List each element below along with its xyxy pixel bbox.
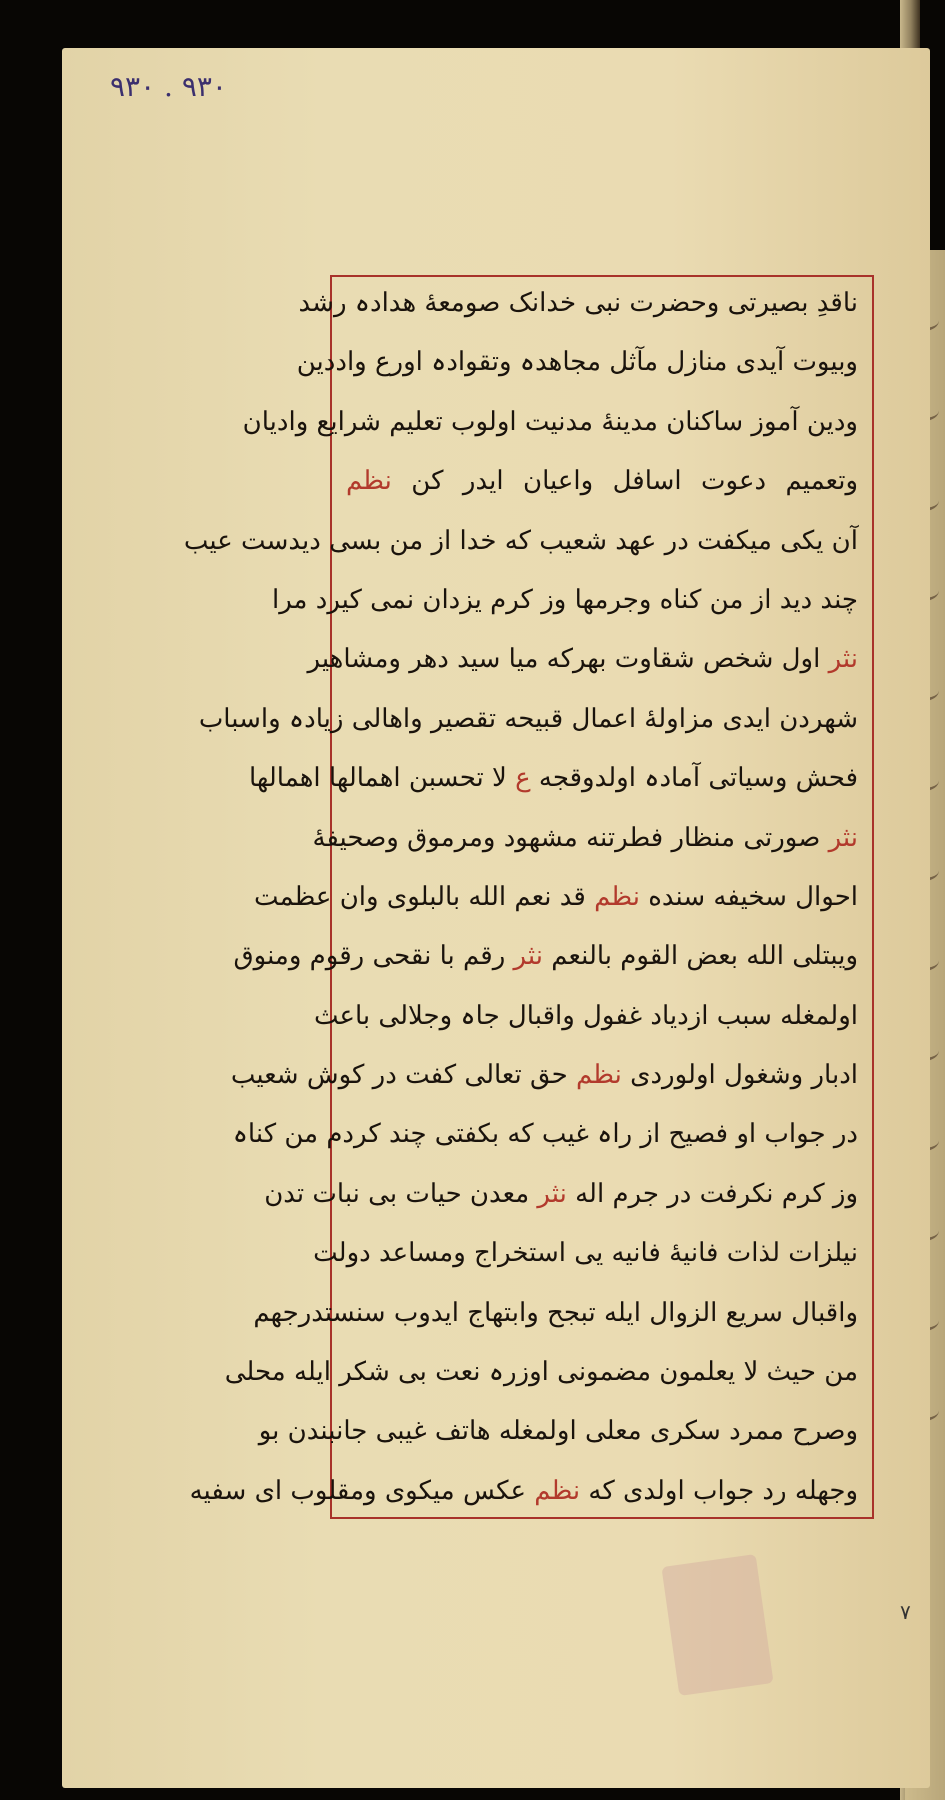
text-segment: اول شخص شقاوت بهرکه میا سید دهر ومشاهیر	[307, 644, 829, 675]
rubric-word: نثر	[513, 941, 543, 972]
rubric-word: نثر	[828, 644, 858, 675]
text-segment: در جواب او فصیح از راہ غیب که بکفتی چند کردم من کناہ	[232, 1119, 858, 1150]
text-segment: واقبال سریع الزوال ایله تبجح وابتهاج ایدوب سنستدرجهم	[253, 1297, 858, 1328]
folio-number: ٩٣٠ . ٩٣٠	[110, 70, 227, 103]
text-line	[313, 1233, 858, 1273]
margin-mark: ٧	[900, 1600, 911, 1624]
text-line	[258, 1411, 858, 1451]
text-segment: نیلزات لذات فانیۀ فانیه یی استخراج ومساعد دولت	[313, 1238, 858, 1269]
rubric-word: ع	[515, 763, 531, 794]
text-line	[183, 521, 858, 561]
text-segment: وز کرم نکرفت در جرم اله	[566, 1178, 858, 1209]
text-line	[298, 283, 858, 323]
rubric-word: نظم	[575, 1060, 622, 1091]
text-segment: ادبار وشغول اولوردی	[621, 1060, 858, 1091]
rubric-word: نثر	[537, 1178, 567, 1209]
text-segment: اولمغله سبب ازدیاد غفول واقبال جاہ وجلالی باعث	[313, 1000, 858, 1031]
text-block	[183, 283, 858, 1511]
text-line	[242, 402, 858, 442]
text-segment: حق تعالی کفت در کوش شعیب	[230, 1060, 576, 1091]
text-line	[230, 1055, 858, 1095]
text-line	[198, 699, 858, 739]
text-segment: شهردن ایدی مزاولۀ اعمال قبیحه تقصیر واهالی زیادہ واسباب	[198, 703, 858, 734]
text-line	[271, 580, 858, 620]
text-segment: عکس میکوی ومقلوب ای سفیه	[189, 1475, 535, 1506]
text-segment: آن یکی میکفت در عهد شعیب که خدا از من بسی دیدست عیب	[183, 525, 858, 556]
text-line	[254, 877, 858, 917]
text-line	[313, 996, 858, 1036]
text-line	[189, 1471, 858, 1511]
text-line	[264, 1174, 858, 1214]
text-segment: ویبتلی الله بعض القوم بالنعم	[542, 941, 858, 972]
text-segment: فحش وسیاتی آمادہ اولدوقجه	[530, 763, 858, 794]
text-line	[248, 758, 858, 798]
text-segment: ناقدِ بصیرتی وحضرت نبی خدانک صومعۀ هدادہ رشد	[298, 288, 858, 318]
text-segment: معدن حیات بی نبات تدن	[264, 1178, 538, 1209]
text-line	[232, 1114, 858, 1154]
text-segment: چند دید از من کناه وجرمها وز کرم یزدان نمی کیرد مرا	[271, 584, 858, 615]
text-segment: قد نعم الله بالبلوی وان عظمت	[254, 881, 595, 912]
text-line	[312, 818, 858, 858]
text-segment: صورتی منظار فطرتنه مشهود ومرموق وصحیفۀ	[312, 822, 829, 853]
text-line	[233, 936, 858, 976]
text-line	[224, 1352, 858, 1392]
text-frame	[183, 275, 874, 1519]
text-segment: احوال سخیفه سنده	[639, 881, 858, 912]
text-line	[346, 461, 858, 501]
text-line	[296, 342, 858, 382]
rubric-word: نظم	[346, 466, 392, 497]
rubric-word: نثر	[828, 822, 858, 853]
text-segment: وتعمیم دعوت اسافل واعیان ایدر کن	[391, 466, 858, 497]
text-segment: وبیوت آیدی منازل مآثل مجاهدہ وتقوادہ اورع واددین	[296, 347, 858, 378]
text-line	[253, 1293, 858, 1333]
text-segment: من حیث لا یعلمون مضمونی اوزرہ نعت بی شکر ایله محلی	[224, 1357, 858, 1388]
text-segment: وصرح ممرد سکری معلی اولمغله هاتف غیبی جانبندن بو	[258, 1416, 858, 1447]
text-segment: ودین آموز ساکنان مدینۀ مدنیت اولوب تعلیم شرایع وادیان	[242, 406, 858, 437]
text-segment: وجهله رد جواب اولدی که	[580, 1475, 858, 1506]
rubric-word: نظم	[534, 1475, 581, 1506]
paper-stain	[661, 1554, 773, 1696]
text-segment: رقم با نقحی رقوم ومنوق	[233, 941, 514, 972]
text-line	[307, 639, 858, 679]
text-segment: لا تحسبن اهمالها اهمالها	[248, 763, 516, 794]
rubric-word: نظم	[594, 881, 640, 912]
